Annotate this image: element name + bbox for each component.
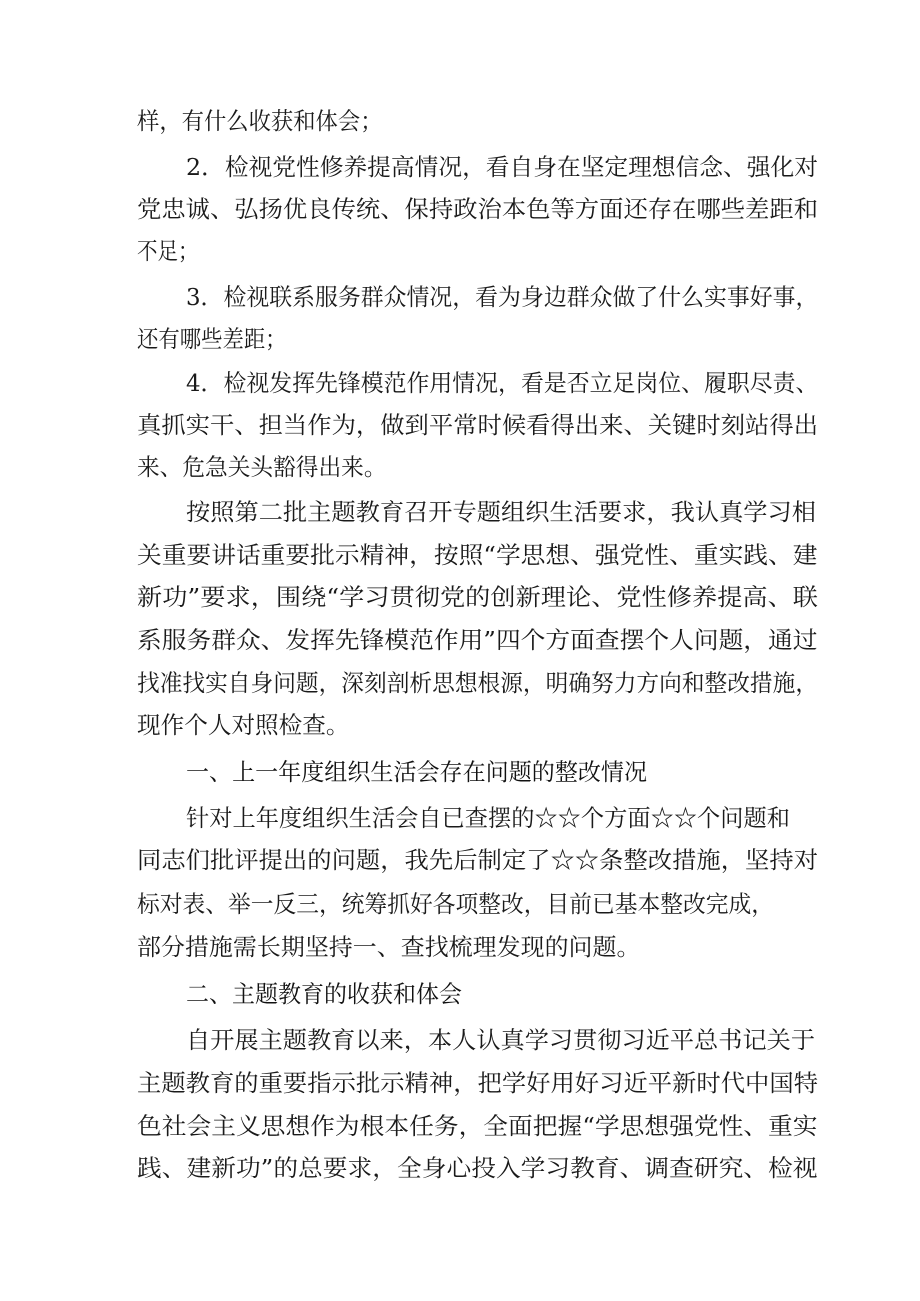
paragraph-line: 样，有什么收获和体会； xyxy=(137,107,383,135)
list-item-2-line: 不足； xyxy=(137,237,199,265)
list-item-2-line: 党忠诚、弘扬优良传统、保持政治本色等方面还存在哪些差距和 xyxy=(137,195,819,223)
list-item-4-line: 真抓实干、担当作为，做到平常时候看得出来、关键时刻站得出 xyxy=(137,411,819,439)
list-item-3-line: 还有哪些差距； xyxy=(137,325,287,353)
section-heading-1: 一、上一年度组织生活会存在问题的整改情况 xyxy=(186,758,648,786)
intro-paragraph-line: 关重要讲话重要批示精神，按照“学思想、强党性、重实践、建 xyxy=(137,541,818,569)
section-1-paragraph-line: 同志们批评提出的问题，我先后制定了☆☆条整改措施，坚持对 xyxy=(137,846,819,874)
section-heading-2: 二、主题教育的收获和体会 xyxy=(186,980,462,1008)
intro-paragraph-line: 新功”要求，围绕“学习贯彻党的创新理论、党性修养提高、联 xyxy=(137,583,819,611)
intro-paragraph-line: 现作个人对照检查。 xyxy=(137,711,350,739)
section-2-paragraph-line: 践、建新功”的总要求，全身心投入学习教育、调查研究、检视 xyxy=(137,1154,818,1182)
section-1-paragraph-line: 部分措施需长期坚持一、查找梳理发现的问题。 xyxy=(137,933,641,961)
list-item-4-line: 4．检视发挥先锋模范作用情况，看是否立足岗位、履职尽责、 xyxy=(186,369,819,397)
list-item-2-line: 2．检视党性修养提高情况，看自身在坚定理想信念、强化对 xyxy=(186,153,818,181)
section-1-paragraph-line: 针对上年度组织生活会自已查摆的☆☆个方面☆☆个问题和 xyxy=(186,804,790,832)
list-item-4-line: 来、危急关头豁得出来。 xyxy=(137,453,387,481)
section-1-paragraph-line: 标对表、举一反三，统筹抓好各项整改，目前已基本整改完成， xyxy=(137,890,775,918)
section-2-paragraph-line: 主题教育的重要指示批示精神，把学好用好习近平新时代中国特 xyxy=(137,1069,819,1097)
list-item-3-line: 3．检视联系服务群众情况，看为身边群众做了什么实事好事， xyxy=(186,283,819,311)
intro-paragraph-line: 找准找实自身问题，深刻剖析思想根源，明确努力方向和整改措施， xyxy=(137,669,819,697)
intro-paragraph-line: 按照第二批主题教育召开专题组织生活要求，我认真学习相 xyxy=(186,498,817,526)
intro-paragraph-line: 系服务群众、发挥先锋模范作用”四个方面查摆个人问题，通过 xyxy=(137,626,818,654)
section-2-paragraph-line: 色社会主义思想作为根本任务，全面把握“学思想强党性、重实 xyxy=(137,1112,818,1140)
section-2-paragraph-line: 自开展主题教育以来，本人认真学习贯彻习近平总书记关于 xyxy=(186,1026,816,1054)
